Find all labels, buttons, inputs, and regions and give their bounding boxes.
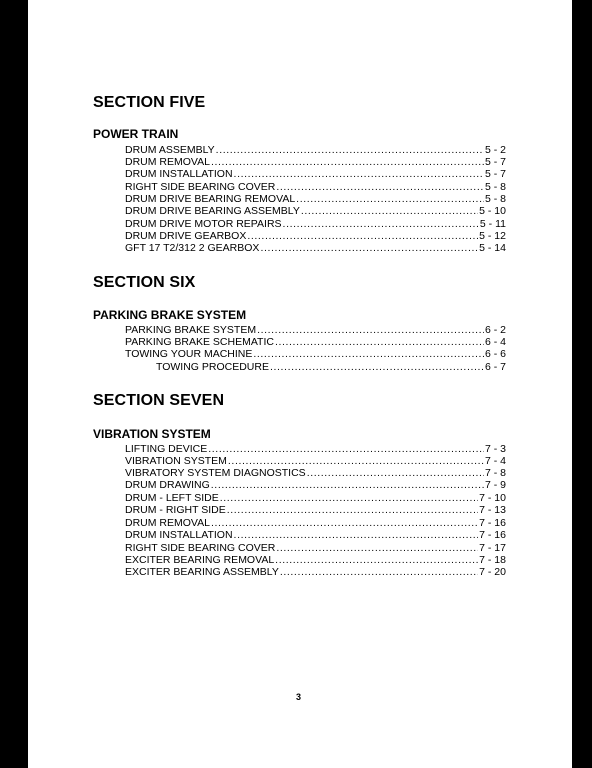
toc-label: VIBRATION SYSTEM [125,455,227,467]
toc-entry [125,168,506,180]
toc-entry [125,554,506,566]
toc-entry [125,529,506,541]
toc-page-ref: 6 - 6 [484,348,506,360]
dot-leader [283,218,479,230]
dot-leader [227,504,478,516]
toc-page-ref: 7 - 9 [484,479,506,491]
toc-page-ref: 5 - 8 [484,181,506,193]
toc-page-ref: 5 - 11 [479,218,506,230]
dot-leader [276,181,484,193]
dot-leader [211,156,484,168]
dot-leader [253,348,484,360]
toc-label: PARKING BRAKE SCHEMATIC [125,336,274,348]
toc-entry [125,242,506,254]
toc-entry [125,443,506,455]
toc-entry [125,181,506,193]
toc-page-ref: 5 - 10 [479,205,506,217]
dot-leader [301,205,478,217]
page-number: 3 [296,692,302,702]
dot-leader [247,230,478,242]
toc-label: TOWING PROCEDURE [156,361,269,373]
subsection-title-vibration: VIBRATION SYSTEM [93,427,211,441]
subsection-title-parking-brake: PARKING BRAKE SYSTEM [93,308,247,322]
toc-page-ref: 5 - 7 [484,168,506,180]
toc-entry [125,156,506,168]
toc-page-ref: 6 - 7 [484,361,506,373]
toc-entry [125,336,506,348]
toc-label: DRUM REMOVAL [125,517,210,529]
toc-page-ref: 7 - 17 [479,542,506,554]
toc-page-ref: 6 - 4 [484,336,506,348]
toc-page-ref: 5 - 2 [484,144,506,156]
toc-page-ref: 7 - 4 [484,455,506,467]
toc-entry [125,517,506,529]
toc-page-ref: 5 - 8 [484,193,506,205]
toc-entry [125,218,506,230]
dot-leader [257,324,484,336]
toc-page-ref: 7 - 18 [479,554,506,566]
dot-leader [296,193,484,205]
toc-page-ref: 7 - 20 [479,566,506,578]
dot-leader [228,455,484,467]
toc-label: DRUM DRIVE GEARBOX [125,230,247,242]
dot-leader [307,467,484,479]
toc-entry [125,455,506,467]
toc-entry [125,205,506,217]
toc-label: TOWING YOUR MACHINE [125,348,253,360]
dot-leader [208,443,484,455]
toc-label: EXCITER BEARING ASSEMBLY [125,566,279,578]
toc-page-ref: 7 - 16 [479,517,506,529]
toc-entry [125,479,506,491]
toc-entry [125,492,506,504]
toc-label: DRUM INSTALLATION [125,168,233,180]
toc-entry [125,324,506,336]
toc-label: DRUM DRIVE BEARING ASSEMBLY [125,205,300,217]
toc-label: EXCITER BEARING REMOVAL [125,554,275,566]
toc-label: DRUM DRIVE BEARING REMOVAL [125,193,296,205]
toc-label: PARKING BRAKE SYSTEM [125,324,257,336]
dot-leader [211,517,478,529]
toc-entry [156,361,506,373]
toc-label: DRUM INSTALLATION [125,529,233,541]
toc-entry [125,566,506,578]
dot-leader [234,529,479,541]
toc-label: DRUM DRIVE MOTOR REPAIRS [125,218,282,230]
toc-page-ref: 5 - 14 [479,242,506,254]
dot-leader [234,168,484,180]
toc-label: DRUM - LEFT SIDE [125,492,219,504]
toc-page-ref: 7 - 3 [484,443,506,455]
section-title-five: SECTION FIVE [93,94,206,111]
toc-label: LIFTING DEVICE [125,443,208,455]
toc-label: RIGHT SIDE BEARING COVER [125,181,276,193]
toc-page-ref: 5 - 7 [484,156,506,168]
subsection-title-power-train: POWER TRAIN [93,127,179,141]
toc-page-ref: 7 - 8 [484,467,506,479]
toc-page-ref: 7 - 16 [479,529,506,541]
dot-leader [276,542,478,554]
toc-page-ref: 6 - 2 [484,324,506,336]
toc-label: GFT 17 T2/312 2 GEARBOX [125,242,260,254]
dot-leader [275,336,484,348]
section-title-seven: SECTION SEVEN [93,392,225,409]
toc-page-ref: 7 - 13 [479,504,506,516]
dot-leader [270,361,484,373]
dot-leader [216,144,484,156]
toc-entry [125,504,506,516]
toc-entry [125,193,506,205]
dot-leader [260,242,478,254]
dot-leader [280,566,478,578]
toc-entry [125,230,506,242]
dot-leader [211,479,484,491]
toc-label: RIGHT SIDE BEARING COVER [125,542,276,554]
toc-label: DRUM DRAWING [125,479,210,491]
section-title-six: SECTION SIX [93,274,196,291]
toc-entry [125,348,506,360]
dot-leader [220,492,478,504]
toc-page-ref: 7 - 10 [479,492,506,504]
toc-label: DRUM ASSEMBLY [125,144,215,156]
toc-entry [125,467,506,479]
document-page [28,0,572,768]
dot-leader [275,554,478,566]
toc-label: VIBRATORY SYSTEM DIAGNOSTICS [125,467,306,479]
toc-page-ref: 5 - 12 [479,230,506,242]
toc-entry [125,144,506,156]
toc-label: DRUM REMOVAL [125,156,210,168]
toc-label: DRUM - RIGHT SIDE [125,504,226,516]
toc-entry [125,542,506,554]
